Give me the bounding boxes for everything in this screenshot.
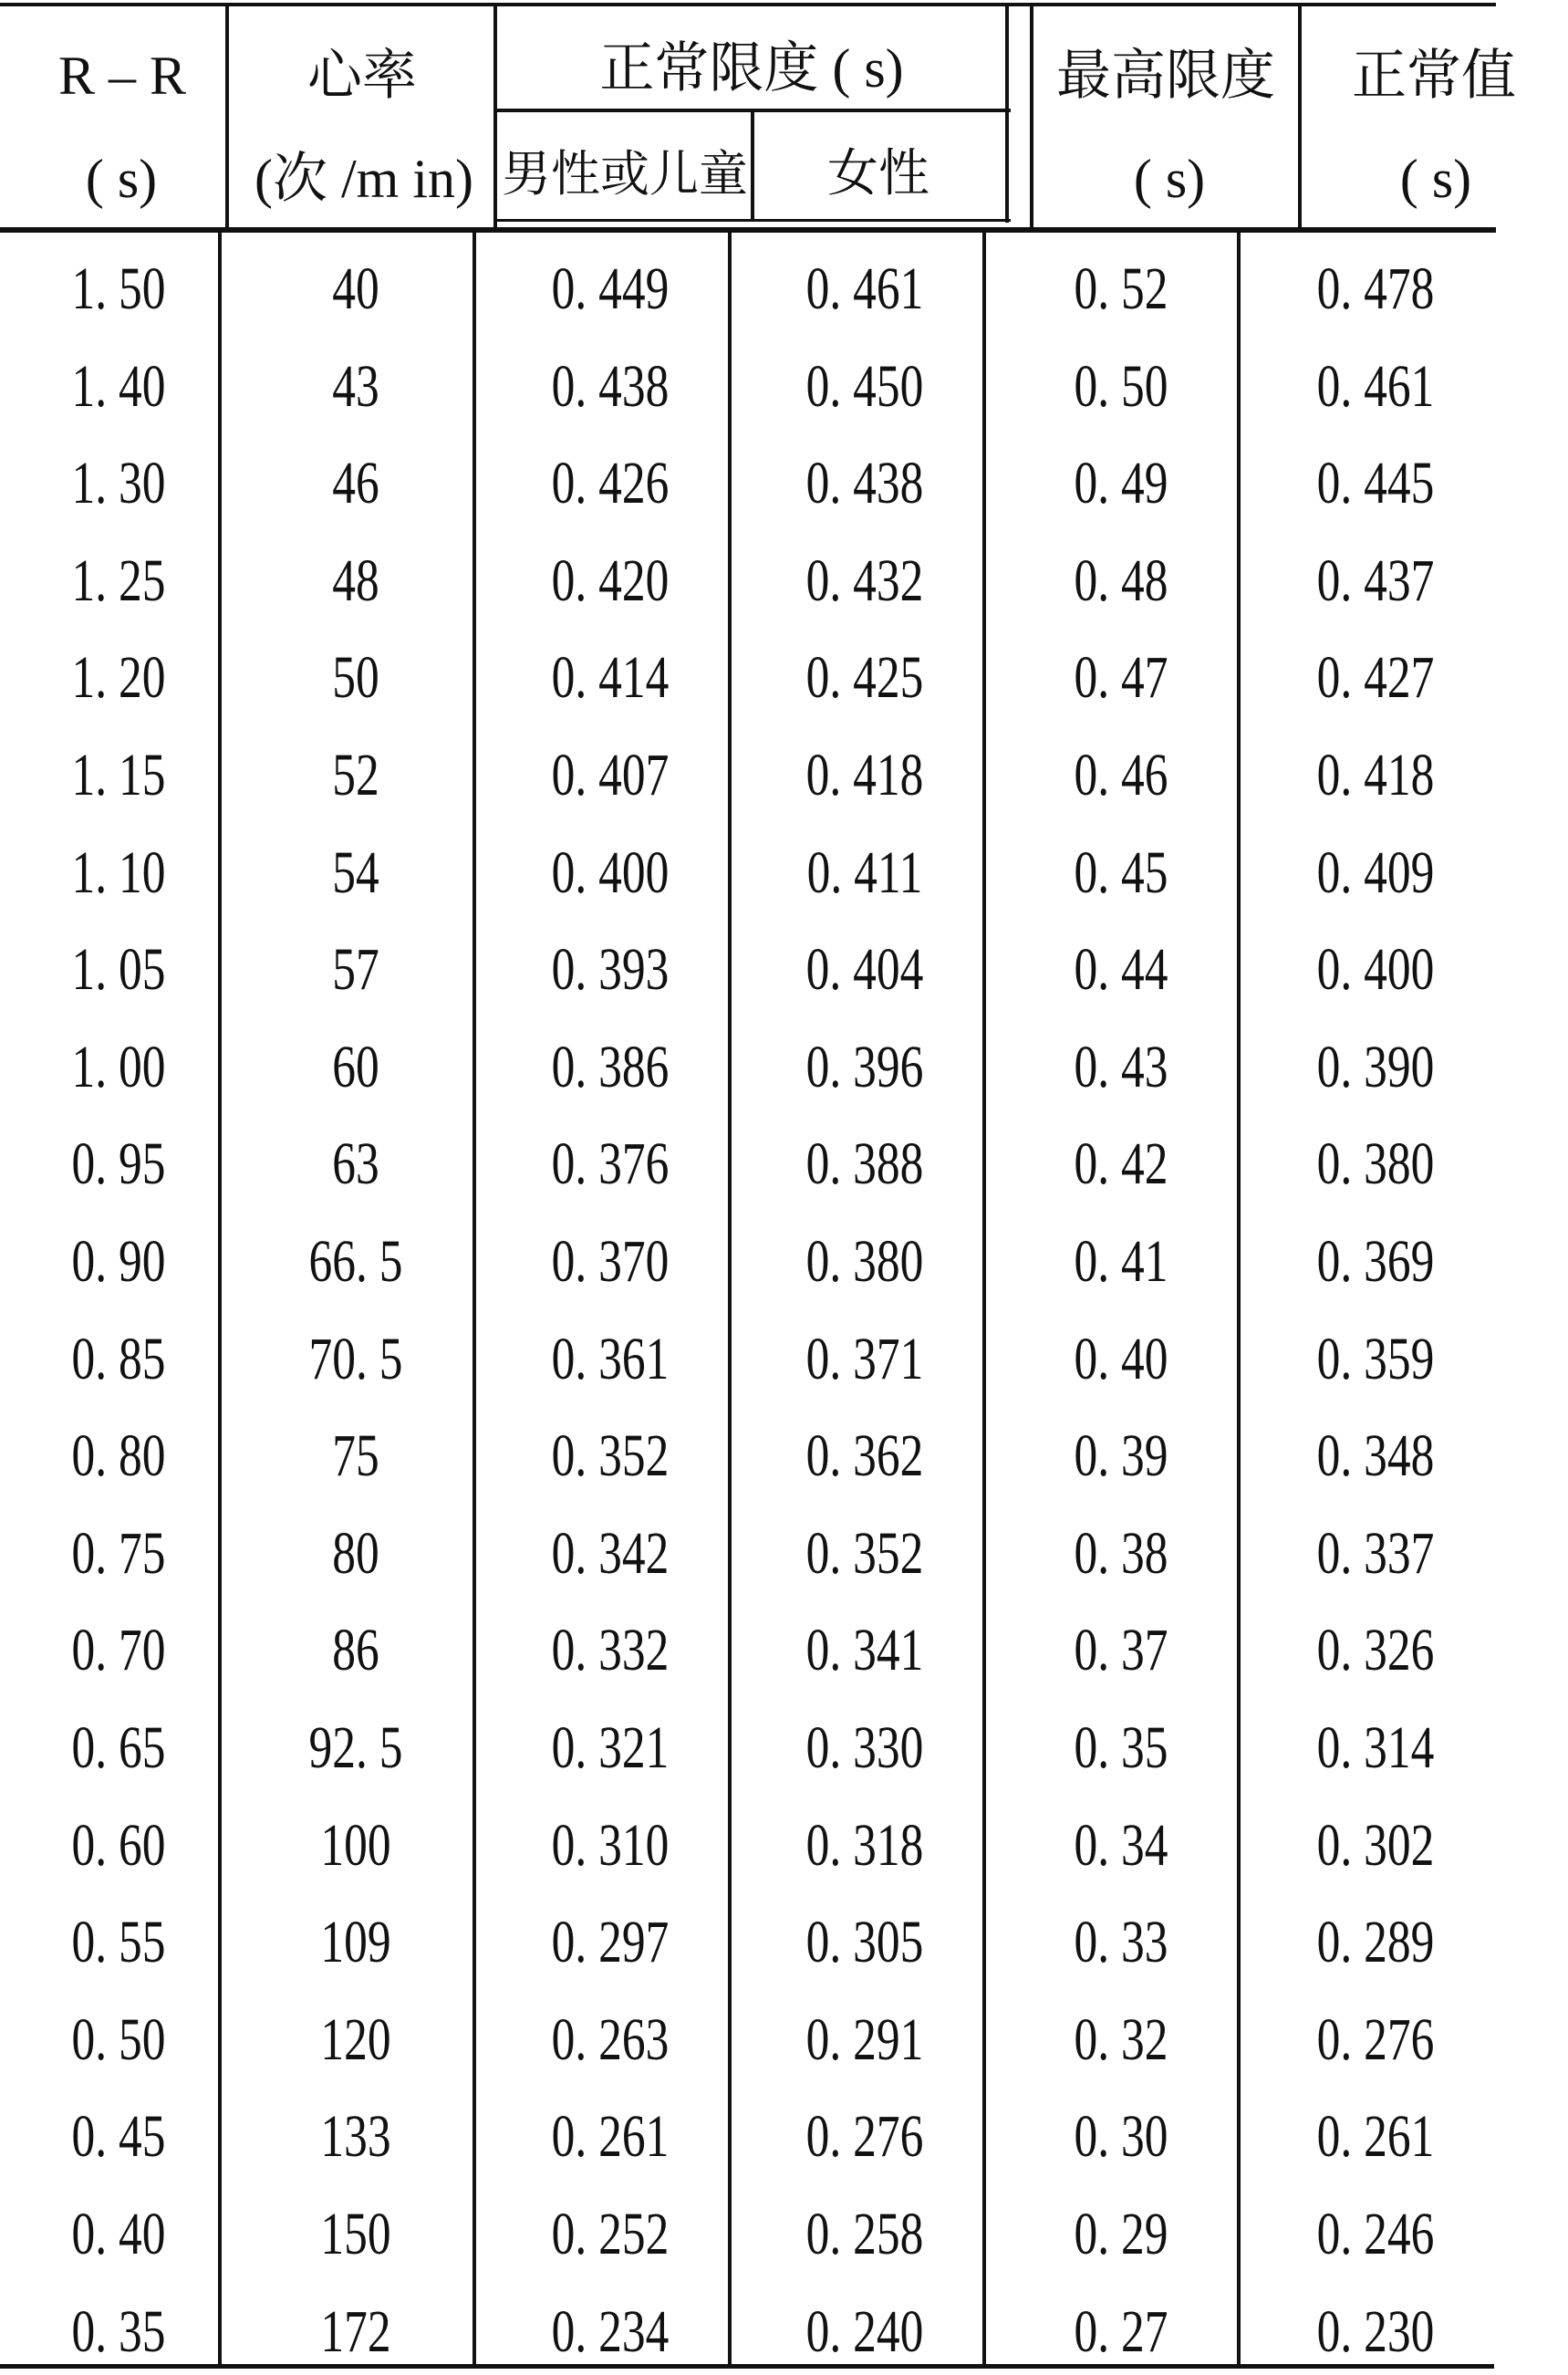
normal-limit-male-child-cell: 0. 252 [551, 2201, 670, 2267]
normal-value-cell: 0. 230 [1316, 2297, 1435, 2365]
normal-limit-male-child-cell: 0. 332 [551, 1617, 670, 1684]
rr-interval-cell: 0. 40 [71, 2201, 166, 2267]
rr-interval-cell: 0. 65 [71, 1714, 166, 1781]
max-limit-cell: 0. 35 [1074, 1714, 1168, 1781]
heart-rate-cell: 46 [332, 450, 379, 517]
heart-rate-cell: 40 [332, 255, 379, 322]
normal-limit-female-cell: 0. 411 [806, 839, 923, 906]
normal-limit-male-child-cell: 0. 310 [551, 1811, 670, 1879]
table-row [0, 2296, 1568, 2369]
heart-rate-cell: 86 [332, 1617, 379, 1684]
normal-limit-female-cell: 0. 438 [805, 450, 924, 517]
normal-value-cell: 0. 445 [1316, 450, 1435, 517]
normal-limit-male-child-cell: 0. 414 [551, 644, 670, 712]
normal-value-cell: 0. 276 [1316, 2005, 1435, 2073]
max-limit-cell: 0. 29 [1074, 2201, 1168, 2267]
rr-interval-cell: 1. 20 [71, 644, 166, 712]
normal-limit-female-cell: 0. 341 [805, 1617, 924, 1684]
normal-limit-female-cell: 0. 388 [805, 1130, 924, 1198]
normal-limit-male-child-cell: 0. 321 [551, 1714, 670, 1781]
heart-rate-cell: 92. 5 [308, 1714, 403, 1781]
normal-value-cell: 0. 380 [1316, 1130, 1435, 1198]
normal-limit-male-child-cell: 0. 370 [551, 1228, 670, 1295]
rr-interval-cell: 1. 30 [71, 450, 166, 517]
max-limit-cell: 0. 48 [1074, 547, 1168, 614]
normal-limit-male-child-cell: 0. 234 [551, 2297, 670, 2365]
rr-interval-cell: 0. 85 [71, 1325, 166, 1392]
heart-rate-cell: 54 [332, 839, 379, 906]
rr-interval-cell: 1. 40 [71, 352, 166, 420]
normal-limit-male-child-cell: 0. 352 [551, 1422, 670, 1490]
header-normal-value-unit: ( s) [1399, 149, 1472, 209]
heart-rate-cell: 133 [320, 2103, 391, 2171]
normal-value-cell: 0. 400 [1316, 936, 1435, 1004]
table-row [0, 1420, 1568, 1493]
max-limit-cell: 0. 41 [1074, 1228, 1168, 1295]
rr-interval-cell: 1. 50 [71, 255, 166, 322]
max-limit-cell: 0. 33 [1074, 1909, 1168, 1976]
table-row [0, 1031, 1568, 1104]
normal-value-cell: 0. 326 [1316, 1617, 1435, 1684]
normal-limit-female-cell: 0. 352 [805, 1519, 924, 1587]
normal-limit-female-cell: 0. 425 [805, 644, 924, 712]
heart-rate-cell: 60 [332, 1033, 379, 1100]
normal-limit-female-cell: 0. 371 [805, 1325, 924, 1392]
max-limit-cell: 0. 50 [1074, 352, 1168, 420]
rr-interval-cell: 1. 15 [71, 742, 166, 808]
table-row [0, 1614, 1568, 1687]
max-limit-cell: 0. 46 [1074, 742, 1168, 808]
table-row [0, 350, 1568, 423]
header-normal-limit-female: 女性 [827, 146, 929, 203]
normal-limit-female-cell: 0. 330 [805, 1714, 924, 1781]
heart-rate-cell: 43 [332, 352, 379, 420]
rr-interval-cell: 1. 25 [71, 547, 166, 614]
normal-value-cell: 0. 261 [1316, 2103, 1435, 2171]
max-limit-cell: 0. 43 [1074, 1033, 1168, 1100]
normal-value-cell: 0. 478 [1316, 255, 1435, 322]
rr-interval-cell: 0. 35 [71, 2297, 166, 2365]
max-limit-cell: 0. 38 [1074, 1519, 1168, 1587]
normal-value-cell: 0. 390 [1316, 1033, 1435, 1100]
heart-rate-cell: 66. 5 [308, 1228, 403, 1295]
heart-rate-cell: 80 [332, 1519, 379, 1587]
table-row [0, 1128, 1568, 1201]
normal-limit-male-child-cell: 0. 438 [551, 352, 670, 420]
normal-value-cell: 0. 461 [1316, 352, 1435, 420]
normal-limit-female-cell: 0. 258 [805, 2201, 924, 2267]
max-limit-cell: 0. 34 [1074, 1811, 1168, 1879]
normal-limit-male-child-cell: 0. 297 [551, 1909, 670, 1976]
normal-limit-male-child-cell: 0. 263 [551, 2005, 670, 2073]
normal-limit-female-cell: 0. 240 [805, 2297, 924, 2365]
table-row [0, 641, 1568, 714]
heart-rate-cell: 150 [320, 2201, 391, 2267]
heart-rate-cell: 70. 5 [308, 1325, 403, 1392]
normal-limit-male-child-cell: 0. 376 [551, 1130, 670, 1198]
max-limit-cell: 0. 32 [1074, 2005, 1168, 2073]
rr-interval-cell: 0. 80 [71, 1422, 166, 1490]
heart-rate-cell: 75 [332, 1422, 379, 1490]
normal-limit-female-cell: 0. 362 [805, 1422, 924, 1490]
max-limit-cell: 0. 27 [1074, 2297, 1168, 2365]
heart-rate-cell: 52 [332, 742, 379, 808]
normal-limit-male-child-cell: 0. 342 [551, 1519, 670, 1587]
normal-limit-male-child-cell: 0. 420 [551, 547, 670, 614]
header-heart-rate-unit: (次 /m in) [254, 149, 473, 209]
normal-limit-female-cell: 0. 450 [805, 352, 924, 420]
normal-value-cell: 0. 359 [1316, 1325, 1435, 1392]
table-row [0, 933, 1568, 1006]
normal-limit-female-cell: 0. 305 [805, 1909, 924, 1976]
max-limit-cell: 0. 42 [1074, 1130, 1168, 1198]
max-limit-cell: 0. 39 [1074, 1422, 1168, 1490]
normal-limit-male-child-cell: 0. 400 [551, 839, 670, 906]
heart-rate-cell: 48 [332, 547, 379, 614]
max-limit-cell: 0. 40 [1074, 1325, 1168, 1392]
rr-interval-cell: 0. 50 [71, 2005, 166, 2073]
max-limit-cell: 0. 44 [1074, 936, 1168, 1004]
normal-limit-female-cell: 0. 396 [805, 1033, 924, 1100]
normal-limit-female-cell: 0. 461 [805, 255, 924, 322]
normal-limit-male-child-cell: 0. 393 [551, 936, 670, 1004]
normal-value-cell: 0. 369 [1316, 1228, 1435, 1295]
normal-value-cell: 0. 314 [1316, 1714, 1435, 1781]
heart-rate-cell: 63 [332, 1130, 379, 1198]
table-row [0, 837, 1568, 910]
normal-value-cell: 0. 437 [1316, 547, 1435, 614]
normal-limit-male-child-cell: 0. 426 [551, 450, 670, 517]
normal-limit-female-cell: 0. 380 [805, 1228, 924, 1295]
rr-interval-cell: 0. 90 [71, 1228, 166, 1295]
table-row [0, 1906, 1568, 1979]
max-limit-cell: 0. 52 [1074, 255, 1168, 322]
rr-interval-cell: 1. 05 [71, 936, 166, 1004]
normal-value-cell: 0. 409 [1316, 839, 1435, 906]
header-rr-interval-label: R – R [57, 46, 187, 106]
table-row [0, 447, 1568, 520]
max-limit-cell: 0. 49 [1074, 450, 1168, 517]
header-rr-interval-unit: ( s) [85, 149, 158, 209]
heart-rate-cell: 100 [320, 1811, 391, 1879]
rr-interval-cell: 1. 10 [71, 839, 166, 906]
header-normal-value-label: 正常值 [1352, 46, 1516, 106]
table-row [0, 253, 1568, 326]
max-limit-cell: 0. 30 [1074, 2103, 1168, 2171]
heart-rate-cell: 172 [320, 2297, 391, 2365]
rr-interval-cell: 0. 95 [71, 1130, 166, 1198]
rr-interval-cell: 0. 45 [71, 2103, 166, 2171]
header-max-limit-label: 最高限度 [1056, 46, 1275, 106]
table-row [0, 739, 1568, 812]
normal-limit-female-cell: 0. 404 [805, 936, 924, 1004]
normal-value-cell: 0. 418 [1316, 742, 1435, 808]
normal-value-cell: 0. 289 [1316, 1909, 1435, 1976]
table-row [0, 1225, 1568, 1298]
normal-limit-female-cell: 0. 291 [805, 2005, 924, 2073]
rr-interval-cell: 1. 00 [71, 1033, 166, 1100]
header-normal-limit-male-child: 男性或儿童 [502, 147, 748, 202]
table-row [0, 1517, 1568, 1590]
normal-limit-male-child-cell: 0. 361 [551, 1325, 670, 1392]
normal-limit-male-child-cell: 0. 261 [551, 2103, 670, 2171]
heart-rate-cell: 50 [332, 644, 379, 712]
table-row [0, 2004, 1568, 2077]
normal-limit-female-cell: 0. 418 [805, 742, 924, 808]
header-max-limit-unit: ( s) [1133, 149, 1206, 209]
normal-value-cell: 0. 348 [1316, 1422, 1435, 1490]
table-row [0, 1809, 1568, 1882]
max-limit-cell: 0. 45 [1074, 839, 1168, 906]
normal-limit-female-cell: 0. 432 [805, 547, 924, 614]
normal-limit-female-cell: 0. 318 [805, 1811, 924, 1879]
rr-interval-cell: 0. 60 [71, 1811, 166, 1879]
table-row [0, 1712, 1568, 1785]
heart-rate-cell: 120 [320, 2005, 391, 2073]
table-row [0, 2198, 1568, 2271]
normal-limit-male-child-cell: 0. 407 [551, 742, 670, 808]
normal-limit-male-child-cell: 0. 386 [551, 1033, 670, 1100]
rr-interval-cell: 0. 70 [71, 1617, 166, 1684]
table-row [0, 2100, 1568, 2173]
heart-rate-cell: 109 [320, 1909, 391, 1976]
normal-limit-female-cell: 0. 276 [805, 2103, 924, 2171]
normal-value-cell: 0. 427 [1316, 644, 1435, 712]
header-normal-limit-label: 正常限度 ( s) [599, 38, 904, 99]
normal-value-cell: 0. 337 [1316, 1519, 1435, 1587]
normal-limit-male-child-cell: 0. 449 [551, 255, 670, 322]
max-limit-cell: 0. 47 [1074, 644, 1168, 712]
rr-interval-cell: 0. 75 [71, 1519, 166, 1587]
header-heart-rate-label: 心率 [307, 46, 417, 106]
table-row [0, 545, 1568, 618]
table-row [0, 1323, 1568, 1396]
normal-value-cell: 0. 302 [1316, 1811, 1435, 1879]
normal-value-cell: 0. 246 [1316, 2201, 1435, 2267]
heart-rate-cell: 57 [332, 936, 379, 1004]
max-limit-cell: 0. 37 [1074, 1617, 1168, 1684]
rr-interval-cell: 0. 55 [71, 1909, 166, 1976]
